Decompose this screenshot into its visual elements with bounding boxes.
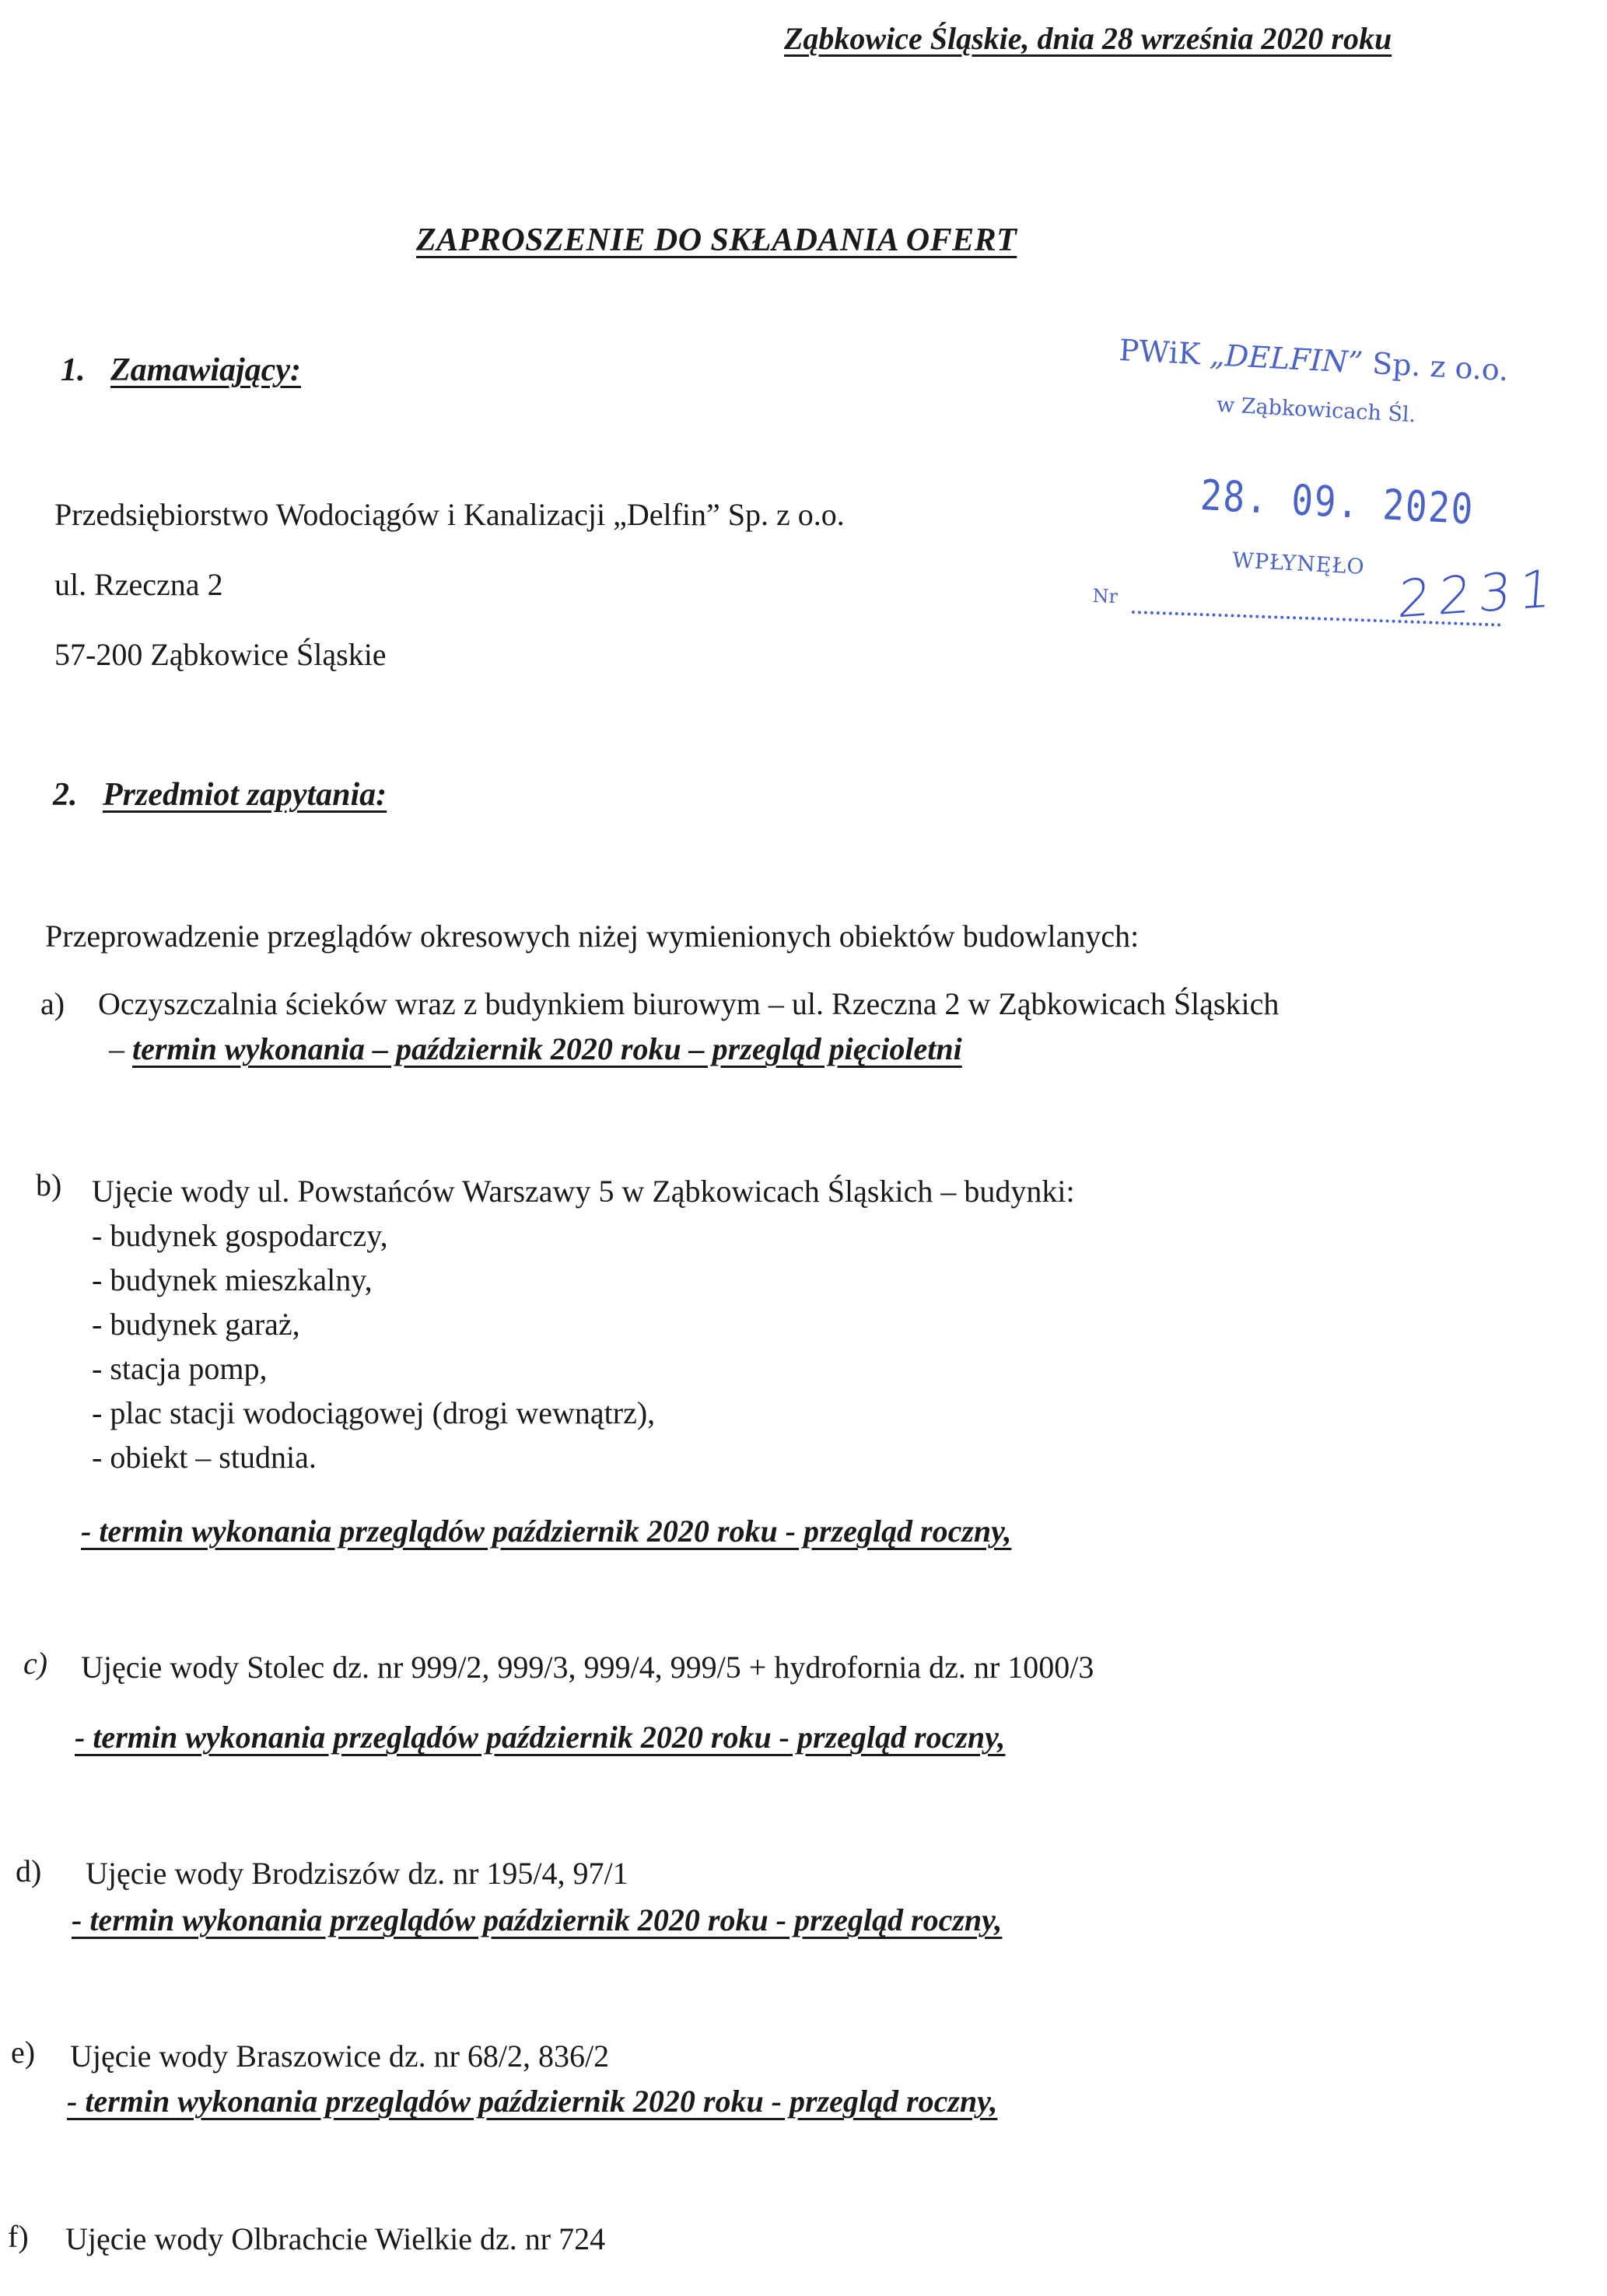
document-title: ZAPROSZENIE DO SKŁADANIA OFERT: [416, 222, 1017, 258]
section-1-number: 1.: [61, 352, 86, 388]
section-2-title: Przedmiot zapytania:: [103, 777, 387, 813]
item-a-label: a): [40, 986, 65, 1021]
item-b-subitem: - obiekt – studnia.: [92, 1440, 317, 1475]
item-e-term: - termin wykonania przeglądów październik 2020 roku - przegląd roczny,: [67, 2084, 998, 2119]
stamp-nr-label: Nr: [1092, 585, 1119, 608]
item-c-text: Ujęcie wody Stolec dz. nr 999/2, 999/3, 999/4, 999/5 + hydrofornia dz. nr 1000/3: [81, 1650, 1094, 1685]
item-a-term-line: [109, 1031, 962, 1067]
buyer-street: ul. Rzeczna 2: [54, 567, 223, 602]
buyer-name: Przedsiębiorstwo Wodociągów i Kanalizacji „Delfin” Sp. z o.o.: [54, 497, 845, 532]
item-d-term: - termin wykonania przeglądów październik 2020 roku - przegląd roczny,: [72, 1902, 1003, 1937]
item-b-label: b): [36, 1167, 62, 1202]
item-b-subitem: - budynek garaż,: [92, 1307, 300, 1342]
item-b-subitem: - stacja pomp,: [92, 1351, 268, 1386]
item-a-term-dash: –: [109, 1031, 132, 1066]
stamp-received-label: WPŁYNĘŁO: [1231, 548, 1366, 579]
section-1-title: Zamawiający:: [110, 352, 301, 388]
buyer-postal-city: 57-200 Ząbkowice Śląskie: [54, 637, 387, 672]
item-a-text: Oczyszczalnia ścieków wraz z budynkiem biurowym – ul. Rzeczna 2 w Ząbkowicach Śląskich: [98, 986, 1280, 1021]
item-d-text: Ujęcie wody Brodziszów dz. nr 195/4, 97/1: [86, 1856, 628, 1891]
item-c-term: - termin wykonania przeglądów październik 2020 roku - przegląd roczny,: [75, 1720, 1006, 1755]
item-e-text: Ujęcie wody Braszowice dz. nr 68/2, 836/2: [70, 2039, 610, 2074]
item-e-label: e): [11, 2035, 36, 2070]
item-b-subitem: - plac stacji wodociągowej (drogi wewnątrz),: [92, 1395, 656, 1430]
section-1-heading: [61, 352, 301, 389]
item-f-text: Ujęcie wody Olbrachcie Wielkie dz. nr 724: [65, 2221, 606, 2256]
section-2-number: 2.: [53, 777, 78, 813]
handwritten-nr: 2231: [1395, 558, 1562, 630]
section-2-heading: [53, 776, 387, 814]
item-d-label: d): [16, 1853, 42, 1888]
section-2-intro: Przeprowadzenie przeglądów okresowych niżej wymienionych obiektów budowlanych:: [45, 919, 1140, 954]
item-c-label: c): [23, 1646, 48, 1681]
place-date: Ząbkowice Śląskie, dnia 28 września 2020 roku: [784, 21, 1392, 56]
item-b-subitem: - budynek gospodarczy,: [92, 1218, 388, 1253]
stamp-date: 28. 09. 2020: [1199, 471, 1476, 534]
item-b-term: - termin wykonania przeglądów październik 2020 roku - przegląd roczny,: [81, 1514, 1012, 1549]
stamp-city: w Ząbkowicach Śl.: [1216, 393, 1416, 428]
item-a-term: termin wykonania – październik 2020 roku – przegląd pięcioletni: [132, 1031, 962, 1066]
item-b-text: Ujęcie wody ul. Powstańców Warszawy 5 w Ząbkowicach Śląskich – budynki:: [92, 1174, 1075, 1209]
stamp-company: PWiK „DELFIN” Sp. z o.o.: [1118, 333, 1510, 388]
item-f-label: f): [8, 2219, 29, 2254]
item-b-subitem: - budynek mieszkalny,: [92, 1262, 373, 1297]
